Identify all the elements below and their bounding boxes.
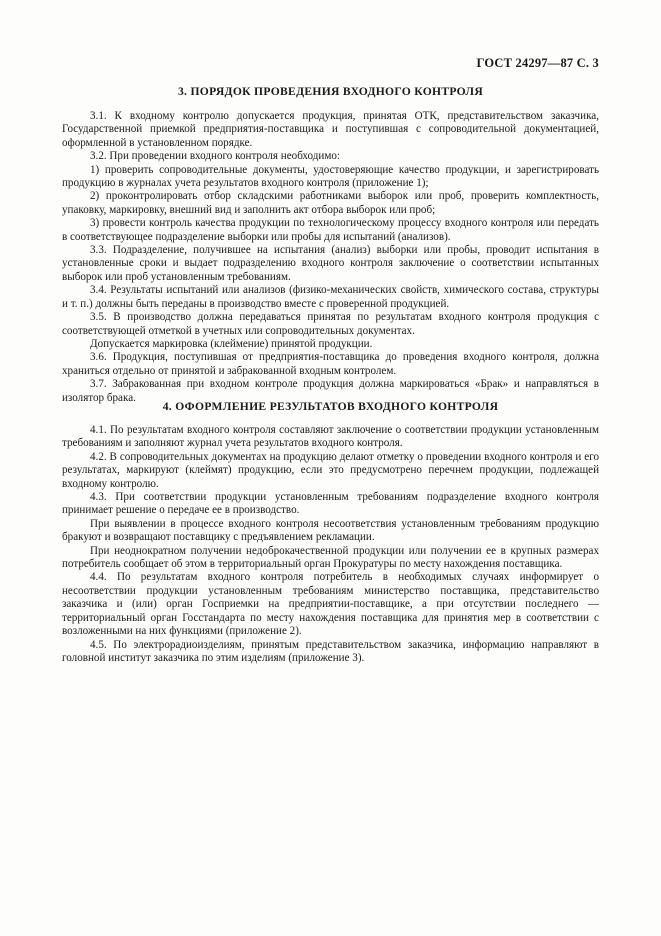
paragraph-4-3-defects: При выявлении в процессе входного контроля несоответствия установленным требованиям продукцию бракуют и возвращают поставщику с предъявлением рекламации. [62, 517, 599, 544]
paragraph-4-2: 4.2. В сопроводительных документах на продукцию делают отметку о проведении входного контроля и его результатах, маркируют (клеймят) продукцию, если это предусмотрено перечнем продукции, подлежащей входному контролю. [62, 450, 599, 490]
paragraph-3-2-item-3: 3) провести контроль качества продукции по технологическому процессу входного контроля или передать в соответствующее подразделение выборки или пробы для испытаний (анализов). [62, 217, 599, 243]
section-4-body [62, 424, 599, 665]
paragraph-4-4: 4.4. По результатам входного контроля потребитель в необходимых случаях информирует о несоответствии продукции установленным требованиям министерство поставщика, представительство заказчика и (или) орган Госприемки на предприятии-поставщике, а при отсутствии последнего — территориальный орган Госстандарта по месту нахождения поставщика для принятия мер в соответствии с возложенными на них функциями (приложение 2). [62, 571, 599, 638]
section-3-body [62, 110, 599, 405]
paragraph-4-5: 4.5. По электрорадиоизделиям, принятым представительством заказчика, информацию направляют в головной институт заказчика по этим изделиям (приложение 3). [62, 638, 599, 664]
paragraph-3-4: 3.4. Результаты испытаний или анализов (физико-механических свойств, химического состава, структуры и т. п.) должны быть переданы в производство вместе с проверенной продукцией. [62, 284, 599, 310]
paragraph-3-6: 3.6. Продукция, поступившая от предприятия-поставщика до проведения входного контроля, должна храниться отдельно от принятой и забракованной входным контролем. [62, 351, 599, 377]
section-3-title: 3. ПОРЯДОК ПРОВЕДЕНИЯ ВХОДНОГО КОНТРОЛЯ [177, 85, 484, 98]
paragraph-3-2: 3.2. При проведении входного контроля необходимо: [90, 150, 340, 163]
section-4-title: 4. ОФОРМЛЕНИЕ РЕЗУЛЬТАТОВ ВХОДНОГО КОНТРОЛЯ [162, 400, 499, 413]
paragraph-3-5: 3.5. В производство должна передаваться принятая по результатам входного контроля продукция с соответствующей отметкой в учетных или сопроводительных документах. [62, 311, 599, 337]
paragraph-3-5-note: Допускается маркировка (клеймение) принятой продукции. [90, 337, 373, 350]
paragraph-3-2-item-1: 1) проверить сопроводительные документы, удостоверяющие качество продукции, и зарегистрировать продукцию в журналах учета результатов входного контроля (приложение 1); [62, 163, 599, 190]
paragraph-3-2-item-2: 2) проконтролировать отбор складскими работниками выборок или проб, проверить комплектность, упаковку, маркировку, внешний вид и заполнить акт отбора выборок или проб; [62, 190, 599, 216]
paragraph-3-3: 3.3. Подразделение, получившее на испытания (анализ) выборки или пробы, проводит испытания в установленные сроки и выдает подразделению входного контроля заключение о соответствии испытанных выборок или проб установленным требованиям. [62, 244, 599, 283]
paragraph-4-3-repeated: При неоднократном получении недоброкачественной продукции или получении ее в крупных размерах потребитель сообщает об этом в территориальный орган Прокуратуры по месту нахождения поставщика. [62, 544, 599, 571]
page-header: ГОСТ 24297—87 С. 3 [476, 56, 599, 70]
paragraph-3-1: 3.1. К входному контролю допускается продукция, принятая ОТК, представительством заказчика, Государственной приемкой предприятия-поставщика и поступившая с сопроводительной документацией, оформленной в установленном порядке. [62, 110, 599, 149]
paragraph-4-3: 4.3. При соответствии продукции установленным требованиям подразделение входного контроля принимает решение о передаче ее в производство. [62, 491, 599, 517]
paragraph-4-1: 4.1. По результатам входного контроля составляют заключение о соответствии продукции установленным требованиям и заполняют журнал учета результатов входного контроля. [62, 424, 599, 450]
paragraph-3-7: 3.7. Забракованная при входном контроле продукция должна маркироваться «Брак» и направляться в изолятор брака. [62, 378, 599, 404]
